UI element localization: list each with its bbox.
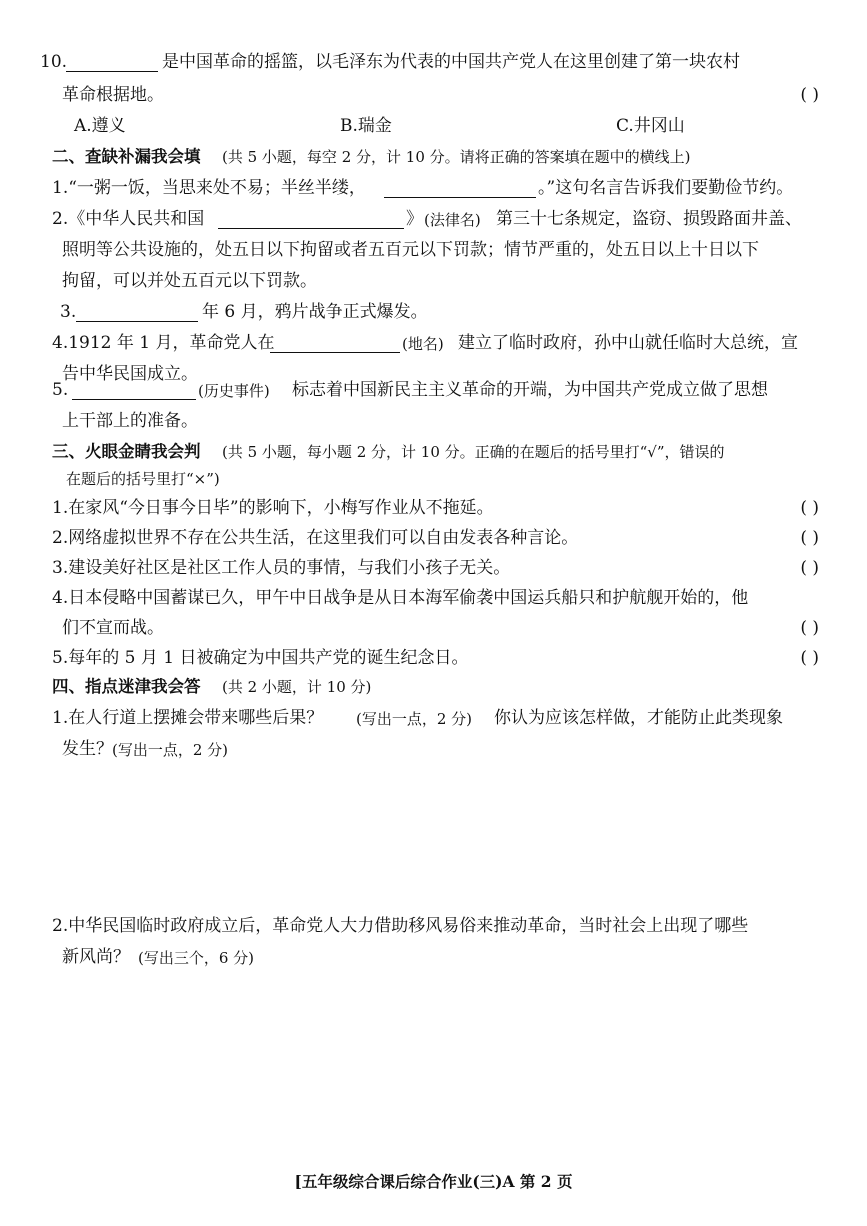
section2-title: 二、查缺补漏我会填 [52, 147, 201, 166]
section4-note: (共 2 小题，计 10 分) [222, 678, 372, 696]
s2-q3-blank[interactable] [76, 303, 198, 322]
q10-answer-parens[interactable]: ( ) [800, 85, 819, 105]
s2-q5-blank[interactable] [72, 381, 196, 400]
s2-q4-blank[interactable] [270, 334, 400, 353]
s4-q1-text-3: 发生？ [62, 739, 113, 759]
s2-q2-text-3: 照明等公共设施的，处五日以下拘留或者五百元以下罚款；情节严重的，处五日以上十日以下 [62, 240, 759, 260]
s4-q1-text-2: 你认为应该怎样做，才能防止此类现象 [494, 708, 783, 728]
s3-item-3-text: 3.建设美好社区是社区工作人员的事情，与我们小孩子无关。 [52, 558, 511, 578]
section3-note: (共 5 小题，每小题 2 分，计 10 分。正确的在题后的括号里打“√”，错误的 [222, 443, 725, 461]
q10-option-a: A.遵义 [74, 116, 126, 136]
s2-q4-hint: (地名) [402, 335, 444, 353]
q10-answer-blank[interactable] [66, 53, 158, 72]
q10-option-c: C.井冈山 [616, 116, 685, 136]
s2-q4-text-3: 告中华民国成立。 [62, 364, 198, 384]
s3-item-2-text: 2.网络虚拟世界不存在公共生活，在这里我们可以自由发表各种言论。 [52, 528, 579, 548]
section3-title: 三、火眼金睛我会判 [52, 442, 201, 461]
s3-item-5-parens[interactable]: ( ) [800, 648, 819, 668]
s2-q1-text: 1.“一粥一饭，当思来处不易；半丝半缕， [52, 178, 366, 198]
s4-q2-text-2: 新风尚？ [62, 947, 130, 967]
s2-q2-blank[interactable] [218, 210, 404, 229]
s3-item-5-text: 5.每年的 5 月 1 日被确定为中国共产党的诞生纪念日。 [52, 648, 469, 668]
page-footer: [五年级综合课后综合作业(三)A 第 2 页 [294, 1172, 573, 1191]
s2-q3-number: 3. [60, 302, 77, 322]
q10-text: 是中国革命的摇篮，以毛泽东为代表的中国共产党人在这里创建了第一块农村 [162, 52, 740, 72]
s2-q2-bracket: 》 [406, 209, 423, 229]
s4-q2-hint: (写出三个，6 分) [138, 949, 255, 967]
s4-q1-answer-area[interactable] [52, 770, 822, 900]
s2-q5-text: 标志着中国新民主主义革命的开端，为中国共产党成立做了思想 [292, 380, 768, 400]
s3-item-1-text: 1.在家风“今日事今日毕”的影响下，小梅写作业从不拖延。 [52, 498, 494, 518]
s2-q3-text: 年 6 月，鸦片战争正式爆发。 [202, 302, 428, 322]
section2-note: (共 5 小题，每空 2 分，计 10 分。请将正确的答案填在题中的横线上) [222, 148, 691, 166]
s3-item-4-text: 4.日本侵略中国蓄谋已久，甲午中日战争是从日本海军偷袭中国运兵船只和护航舰开始的，他 [52, 588, 749, 608]
s3-item-1-parens[interactable]: ( ) [800, 498, 819, 518]
s4-q1-hint-2: (写出一点，2 分) [112, 741, 229, 759]
q10-number: 10. [40, 52, 68, 72]
s2-q2-text-4: 拘留，可以并处五百元以下罚款。 [62, 271, 317, 291]
s2-q4-text-2: 建立了临时政府，孙中山就任临时大总统，宣 [458, 333, 798, 353]
q10-text-cont: 革命根据地。 [62, 85, 164, 105]
s4-q1-hint: (写出一点，2 分) [356, 710, 473, 728]
s2-q1-blank[interactable] [384, 179, 536, 198]
s2-q5-number: 5. [52, 380, 69, 400]
s3-item-2-parens[interactable]: ( ) [800, 528, 819, 548]
s3-item-4-text-2: 们不宣而战。 [62, 618, 164, 638]
s4-q2-text: 2.中华民国临时政府成立后，革命党人大力借助移风易俗来推动革命，当时社会上出现了哪些 [52, 916, 749, 936]
s2-q5-text-2: 上干部上的准备。 [62, 411, 198, 431]
s2-q5-hint: (历史事件) [198, 382, 270, 400]
s3-item-4-parens[interactable]: ( ) [800, 618, 819, 638]
s3-item-3-parens[interactable]: ( ) [800, 558, 819, 578]
s2-q2-text-2: 第三十七条规定，盗窃、损毁路面井盖、 [496, 209, 802, 229]
section3-note-2: 在题后的括号里打“×”) [66, 470, 220, 488]
s2-q2-hint: (法律名) [424, 211, 481, 229]
s4-q2-answer-area[interactable] [52, 980, 822, 1150]
s2-q1-text-2: 。”这句名言告诉我们要勤俭节约。 [538, 178, 794, 198]
q10-option-b: B.瑞金 [340, 116, 392, 136]
s4-q1-text: 1.在人行道上摆摊会带来哪些后果？ [52, 708, 324, 728]
s2-q4-text: 4.1912 年 1 月，革命党人在 [52, 333, 275, 353]
s2-q2-text: 2.《中华人民共和国 [52, 209, 205, 229]
section4-title: 四、指点迷津我会答 [52, 677, 201, 696]
